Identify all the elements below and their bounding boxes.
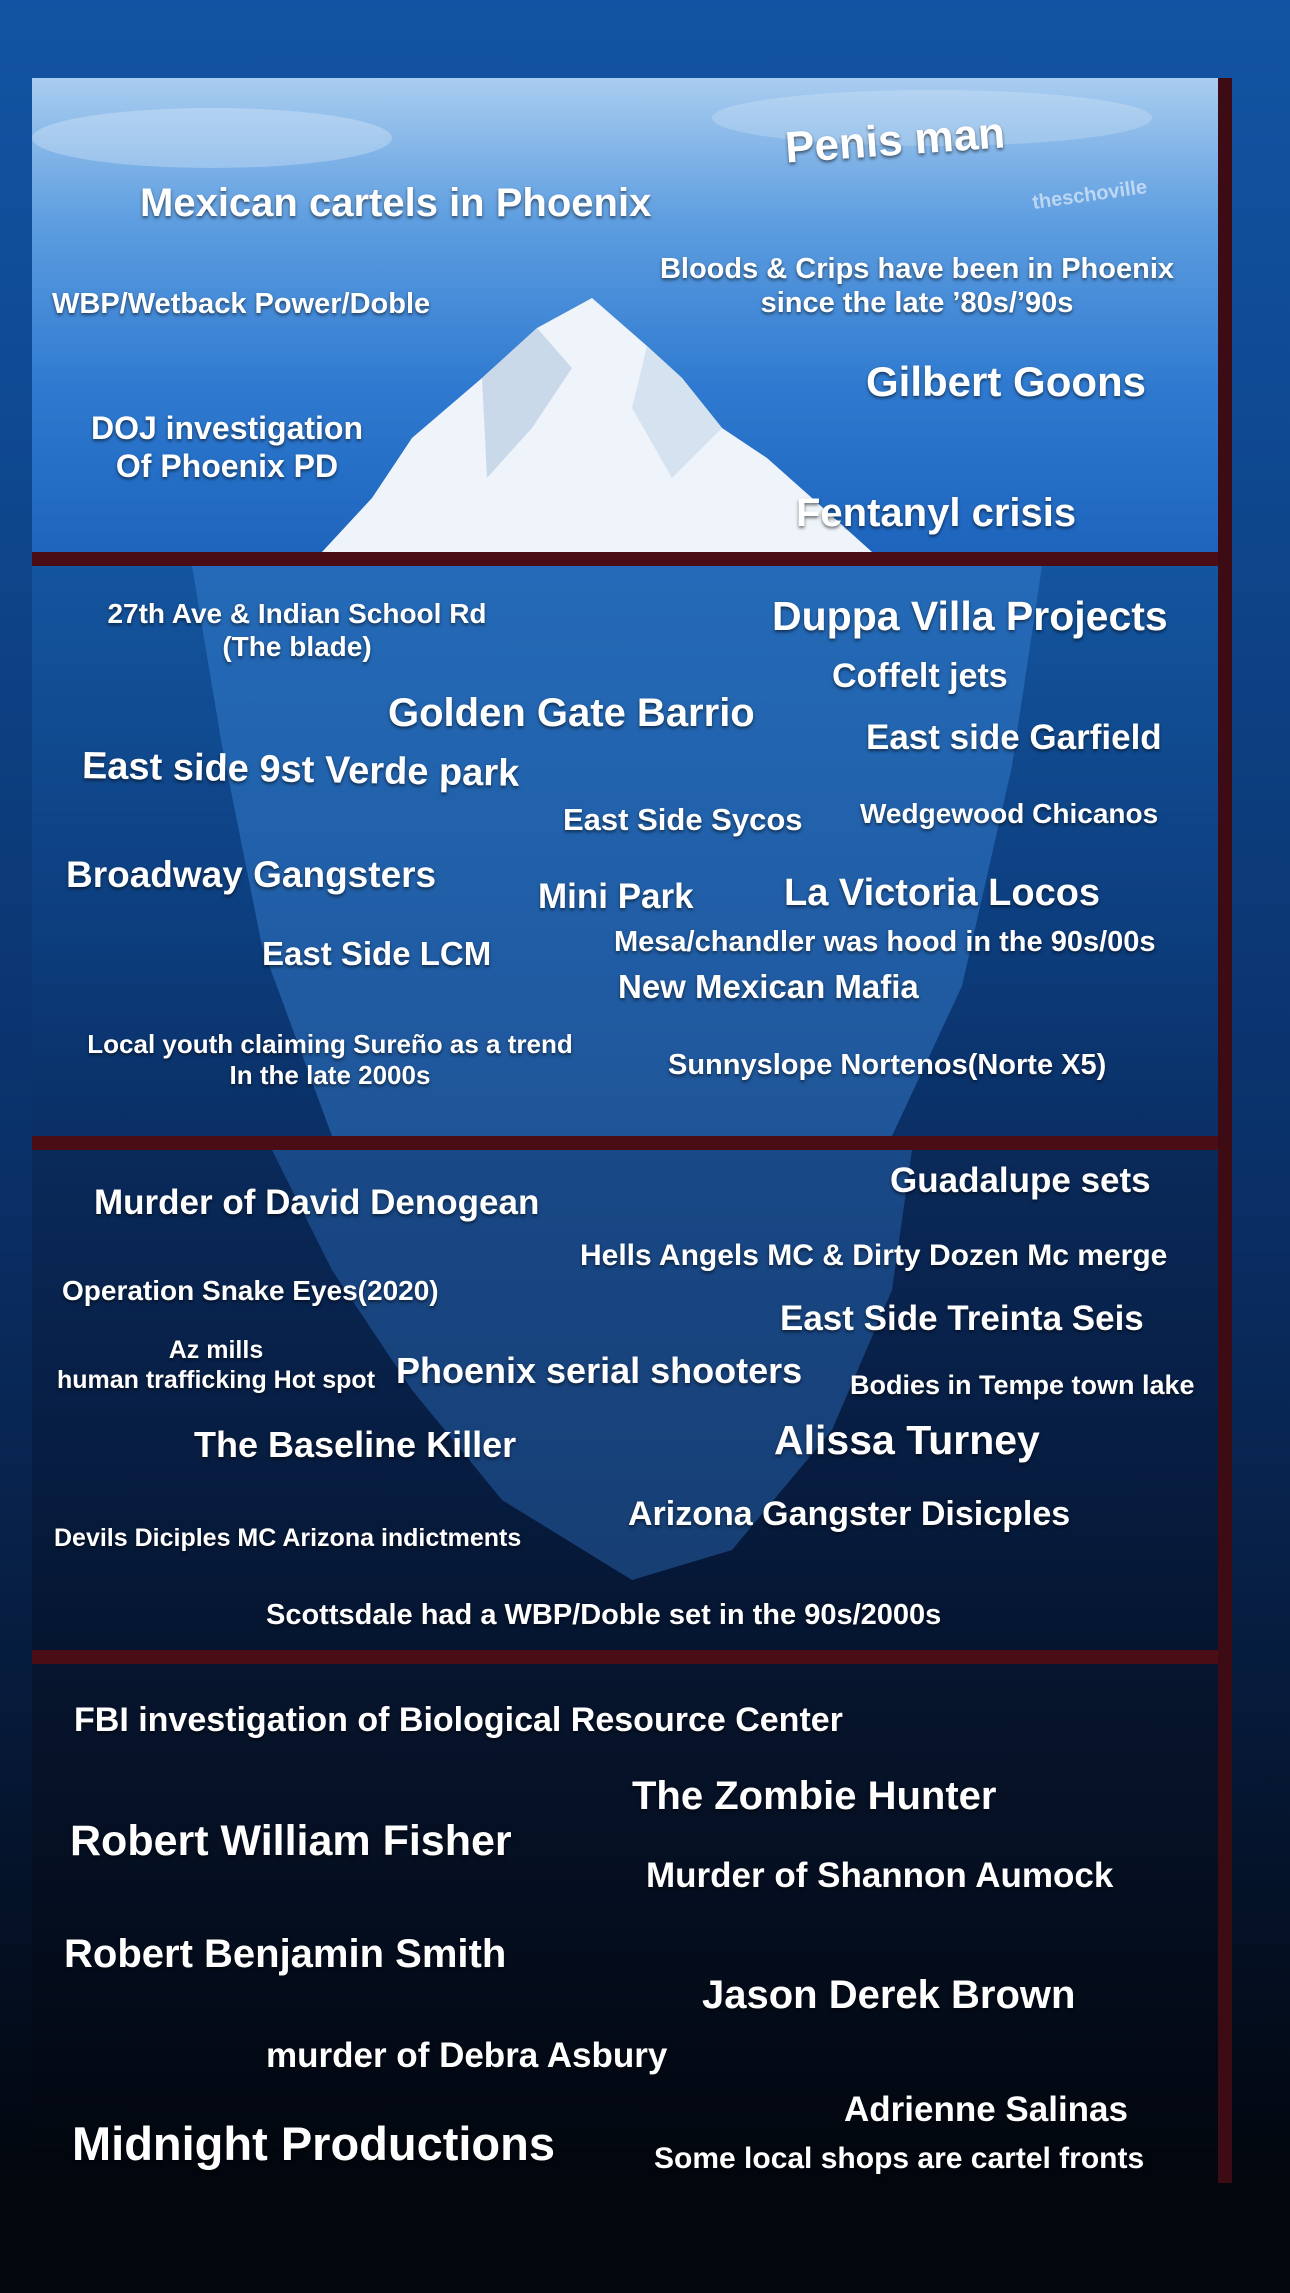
- tier-divider-2: [32, 1136, 1232, 1150]
- right-border: [1218, 78, 1232, 2183]
- label-az-mills: [46, 1336, 386, 1395]
- label-local-youth: [60, 1029, 600, 1090]
- label-tempe-town-lake: Bodies in Tempe town lake: [850, 1370, 1195, 1400]
- label-robert-william-fisher: Robert William Fisher: [70, 1817, 512, 1865]
- label-baseline-killer: The Baseline Killer: [194, 1424, 517, 1465]
- label-east-side-lcm: East Side LCM: [262, 935, 492, 972]
- label-doj-line2: Of Phoenix PD: [115, 447, 339, 484]
- label-fbi-brc: FBI investigation of Biological Resource Center: [74, 1701, 843, 1739]
- label-27th-ave: [82, 597, 512, 663]
- label-shannon-aumock: Murder of Shannon Aumock: [646, 1856, 1114, 1895]
- label-mesa-chandler: Mesa/chandler was hood in the 90s/00s: [614, 926, 1156, 958]
- watermark-text: theschoville: [1030, 176, 1149, 214]
- label-debra-asbury: murder of Debra Asbury: [266, 2036, 668, 2075]
- label-duppa-villa: Duppa Villa Projects: [772, 593, 1168, 639]
- tier-divider-3: [32, 1650, 1232, 1664]
- label-27th-ave-line1: 27th Ave & Indian School Rd: [107, 598, 487, 629]
- label-hells-angels: Hells Angels MC & Dirty Dozen Mc merge: [580, 1239, 1168, 1272]
- label-mexican-cartels: Mexican cartels in Phoenix: [140, 181, 652, 225]
- label-robert-benjamin-smith: Robert Benjamin Smith: [64, 1932, 507, 1976]
- label-zombie-hunter: The Zombie Hunter: [632, 1774, 997, 1818]
- label-az-mills-line1: Az mills: [168, 1336, 264, 1364]
- label-sunnyslope-nortenos: Sunnyslope Nortenos(Norte X5): [668, 1049, 1107, 1081]
- label-9st-verde-park: East side 9st Verde park: [81, 745, 520, 795]
- label-coffelt-jets: Coffelt jets: [832, 657, 1008, 695]
- label-adrienne-salinas: Adrienne Salinas: [844, 2090, 1128, 2129]
- label-doj-investigation: [72, 410, 382, 486]
- tier-divider-1: [32, 552, 1232, 566]
- label-treinta-seis: East Side Treinta Seis: [780, 1299, 1144, 1338]
- label-gangster-disciples: Arizona Gangster Disicples: [628, 1495, 1071, 1533]
- label-east-side-sycos: East Side Sycos: [563, 802, 803, 837]
- label-bloods-crips: [627, 252, 1207, 320]
- label-golden-gate: Golden Gate Barrio: [388, 691, 755, 735]
- label-wbp: WBP/Wetback Power/Doble: [52, 288, 431, 320]
- label-doj-line1: DOJ investigation: [90, 410, 364, 446]
- label-snake-eyes: Operation Snake Eyes(2020): [62, 1275, 439, 1306]
- label-new-mexican-mafia: New Mexican Mafia: [618, 968, 919, 1005]
- label-devils-diciples: Devils Diciples MC Arizona indictments: [54, 1524, 522, 1552]
- label-penis-man: Penis man: [783, 108, 1007, 173]
- label-gilbert-goons: Gilbert Goons: [866, 358, 1147, 405]
- label-guadalupe-sets: Guadalupe sets: [890, 1161, 1151, 1200]
- label-midnight-productions: Midnight Productions: [72, 2117, 555, 2170]
- label-david-denogean: Murder of David Denogean: [94, 1183, 540, 1222]
- label-27th-ave-line2: (The blade): [222, 631, 372, 663]
- label-alissa-turney: Alissa Turney: [774, 1417, 1040, 1463]
- label-cartel-fronts: Some local shops are cartel fronts: [654, 2142, 1145, 2175]
- label-fentanyl-crisis: Fentanyl crisis: [796, 491, 1077, 535]
- label-la-victoria-locos: La Victoria Locos: [784, 872, 1101, 914]
- label-jason-derek-brown: Jason Derek Brown: [702, 1973, 1076, 2017]
- label-east-side-garfield: East side Garfield: [866, 718, 1162, 757]
- label-az-mills-line2: human trafficking Hot spot: [56, 1365, 376, 1394]
- label-local-youth-line1: Local youth claiming Sureño as a trend: [87, 1029, 573, 1059]
- label-bloods-crips-line1: Bloods & Crips have been in Phoenix: [659, 253, 1175, 285]
- label-serial-shooters: Phoenix serial shooters: [396, 1350, 803, 1391]
- label-broadway-gangsters: Broadway Gangsters: [66, 854, 437, 895]
- label-wedgewood-chicanos: Wedgewood Chicanos: [860, 798, 1159, 829]
- label-bloods-crips-line2: since the late ’80s/’90s: [760, 287, 1074, 320]
- label-scottsdale-wbp: Scottsdale had a WBP/Doble set in the 90s/2000s: [266, 1599, 942, 1631]
- label-mini-park: Mini Park: [538, 877, 694, 916]
- label-local-youth-line2: In the late 2000s: [229, 1059, 431, 1090]
